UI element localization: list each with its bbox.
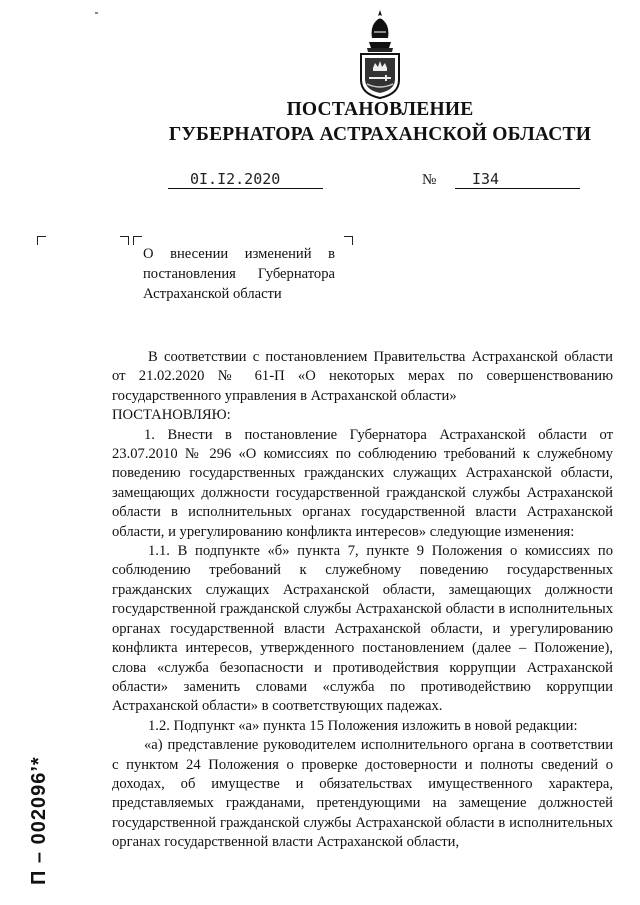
coat-of-arms-emblem	[355, 8, 405, 100]
document-body	[112, 348, 613, 853]
corner-mark	[133, 236, 142, 245]
decree-word: ПОСТАНОВЛЯЮ:	[112, 407, 231, 424]
corner-mark	[344, 236, 353, 245]
margin-registration-stamp: П – 002096’*	[28, 756, 50, 885]
paragraph-1-2: 1.2. Подпункт «а» пункта 15 Положения изложить в новой редакции:	[148, 717, 578, 734]
issuer-title: ГУБЕРНАТОРА АСТРАХАНСКОЙ ОБЛАСТИ	[168, 124, 592, 145]
document-date: 0I.I2.2020	[190, 170, 281, 188]
paragraph-1-1: 1.1. В подпункте «б» пункта 7, пункте 9 Положения о комиссиях по соблюдению требований к служебному поведению государственных гражданских служащих Астраханской области, замещающих должности государственной гражданской службы Астраханской области в исполнительных органах государственной власти Астраханской области, и урегулированию конфликта интересов, утвержденного постановлением (далее – Положение), слова «служба безопасности и противодействия коррупции Астраханской области» заменить словами «служба по противодействию коррупции Астраханской области» в соответствующих падежах.	[112, 543, 613, 715]
paragraph-1: 1. Внести в постановление Губернатора Астраханской области от 23.07.2010 № 296 «О комиссиях по соблюдению требований к служебному поведению государственных гражданских служащих Астраханской области, замещающих должности государственной гражданской службы Астраханской области в исполнительных органах государственной власти Астраханской области, и урегулированию конфликта интересов» следующие изменения:	[112, 426, 613, 540]
date-underline	[168, 188, 323, 189]
corner-mark	[120, 236, 129, 245]
preamble-paragraph: В соответствии с постановлением Правительства Астраханской области от 21.02.2020 № 61-П «О некоторых мерах по совершенствованию государственного управления в Астраханской области»	[112, 349, 613, 404]
number-sign: №	[422, 172, 437, 188]
scan-speck	[95, 12, 98, 14]
document-type-title: ПОСТАНОВЛЕНИЕ	[286, 99, 474, 120]
document-number: I34	[472, 170, 500, 188]
number-underline	[455, 188, 580, 189]
document-subject: О внесении изменений в постановления Губернатора Астраханской области	[143, 246, 335, 302]
corner-mark	[37, 236, 46, 245]
paragraph-1-2-a: «а) представление руководителем исполнительного органа в соответствии с пунктом 24 Положения о проверке достоверности и полноты сведений о доходах, об имуществе и обязательствах имущественного характера, представляемых гражданами, претендующими на замещение должностей государственной гражданской службы Астраханской области в исполнительных органах государственной власти Астраханской области,	[112, 737, 613, 851]
